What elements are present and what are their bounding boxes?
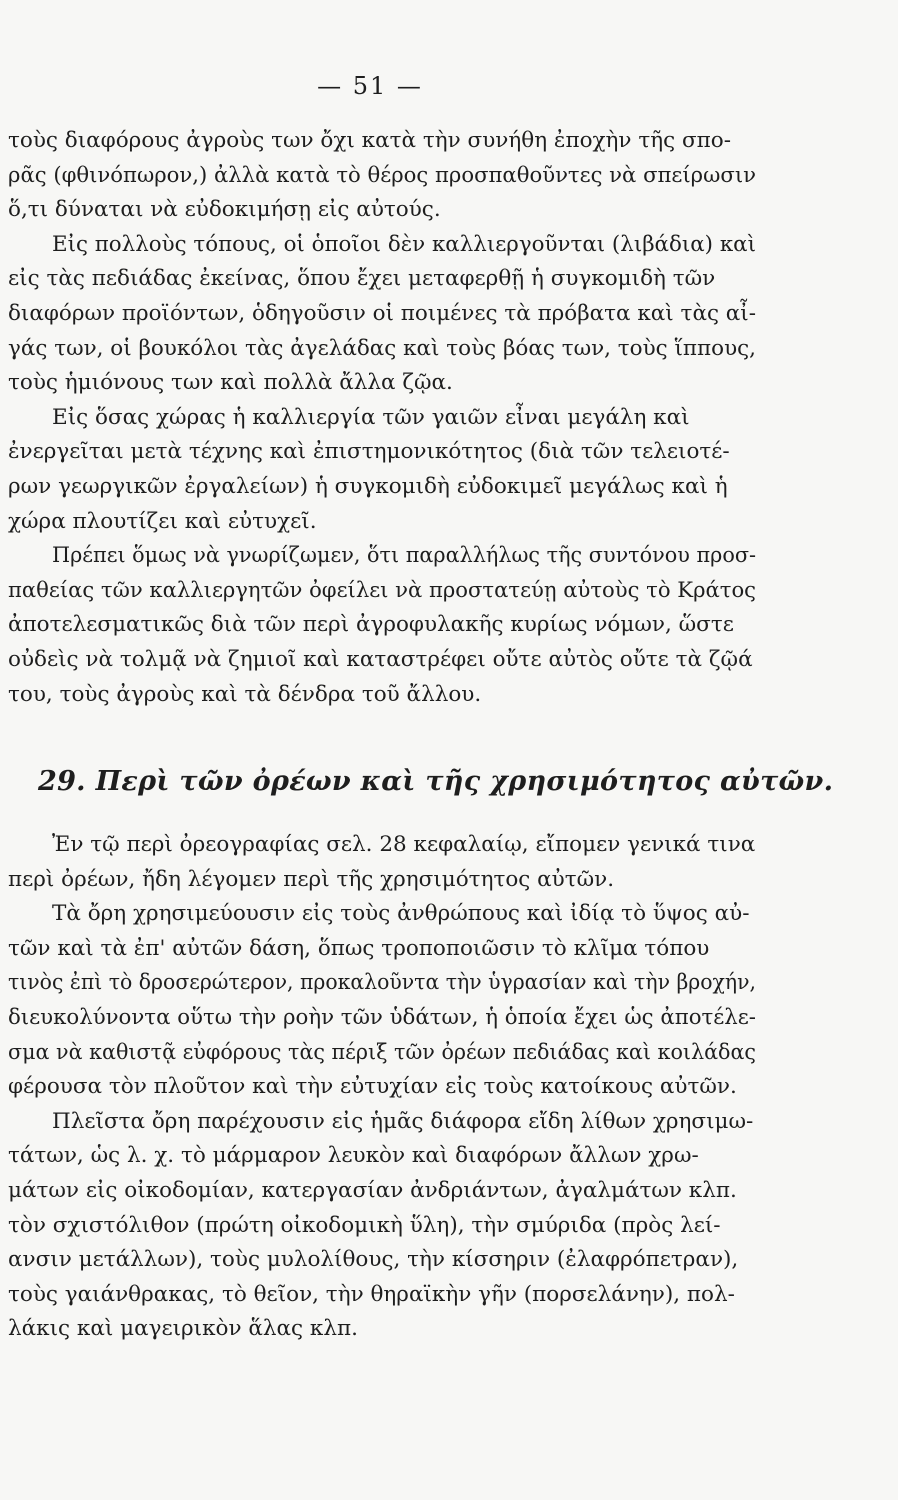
- text-line: τοὺς γαιάνθρακας, τὸ θεῖον, τὴν θηραϊκὴν γῆν (πορσελάνην), πολ-: [8, 1281, 735, 1307]
- text-line: τὸν σχιστόλιθον (πρώτη οἰκοδομικὴ ὕλη), τὴν σμύριδα (πρὸς λεί-: [8, 1212, 721, 1238]
- text-line: Πρέπει ὅμως νὰ γνωρίζωμεν, ὅτι παραλλήλως τῆς συντόνου προσ-: [52, 543, 756, 569]
- text-line: του, τοὺς ἀγροὺς καὶ τὰ δένδρα τοῦ ἄλλου.: [8, 681, 482, 707]
- text-line: τῶν καὶ τὰ ἐπ' αὐτῶν δάση, ὅπως τροποποιῶσιν τὸ κλῖμα τόπου: [8, 935, 710, 961]
- paragraph: [8, 539, 756, 712]
- text-line: περὶ ὀρέων, ἤδη λέγομεν περὶ τῆς χρησιμότητος αὐτῶν.: [8, 866, 615, 892]
- section-title: Περὶ τῶν ὀρέων καὶ τῆς χρησιμότητος αὐτῶν.: [95, 766, 834, 797]
- text-line: παθείας τῶν καλλιεργητῶν ὀφείλει νὰ προστατεύῃ αὐτοὺς τὸ Κράτος: [8, 577, 756, 603]
- text-line: εἰς τὰς πεδιάδας ἐκείνας, ὅπου ἔχει μεταφερθῇ ἡ συγκομιδὴ τῶν: [8, 266, 716, 292]
- page-number: — 51 —: [317, 72, 423, 100]
- paragraph: [8, 828, 756, 897]
- section-1-text: [8, 124, 756, 712]
- text-line: ἐνεργεῖται μετὰ τέχνης καὶ ἐπιστημονικότητος (διὰ τῶν τελειοτέ-: [8, 439, 730, 465]
- paragraph: [8, 124, 756, 228]
- text-line: Τὰ ὄρη χρησιμεύουσιν εἰς τοὺς ἀνθρώπους καὶ ἰδίᾳ τὸ ὕψος αὐ-: [52, 901, 750, 927]
- section-2-text: [8, 828, 756, 1347]
- text-line: χώρα πλουτίζει καὶ εὐτυχεῖ.: [8, 508, 317, 534]
- section-number: 29.: [38, 766, 86, 797]
- text-line: Εἰς ὅσας χώρας ἡ καλλιεργία τῶν γαιῶν εἶναι μεγάλη καὶ: [52, 404, 690, 430]
- paragraph: [8, 228, 756, 401]
- text-line: γάς των, οἱ βουκόλοι τὰς ἀγελάδας καὶ τοὺς βόας των, τοὺς ἵππους,: [8, 335, 756, 361]
- text-line: διαφόρων προϊόντων, ὁδηγοῦσιν οἱ ποιμένες τὰ πρόβατα καὶ τὰς αἶ-: [8, 300, 756, 326]
- text-line: φέρουσα τὸν πλοῦτον καὶ τὴν εὐτυχίαν εἰς τοὺς κατοίκους αὐτῶν.: [8, 1074, 737, 1100]
- text-line: οὐδεὶς νὰ τολμᾷ νὰ ζημιοῖ καὶ καταστρέφει οὔτε αὐτὸς οὔτε τὰ ζῷά: [8, 646, 753, 672]
- text-line: Πλεῖστα ὄρη παρέχουσιν εἰς ἡμᾶς διάφορα εἴδη λίθων χρησιμω-: [52, 1108, 754, 1134]
- text-line: διευκολύνοντα οὕτω τὴν ροὴν τῶν ὑδάτων, ἡ ὁποία ἔχει ὡς ἀποτέλε-: [8, 1004, 756, 1030]
- text-line: ρων γεωργικῶν ἐργαλείων) ἡ συγκομιδὴ εὐδοκιμεῖ μεγάλως καὶ ἡ: [8, 473, 728, 499]
- text-line: ὅ,τι δύναται νὰ εὐδοκιμήσῃ εἰς αὐτούς.: [8, 197, 441, 223]
- text-line: Εἰς πολλοὺς τόπους, οἱ ὁποῖοι δὲν καλλιεργοῦνται (λιβάδια) καὶ: [52, 231, 756, 257]
- text-line: τοὺς διαφόρους ἀγροὺς των ὄχι κατὰ τὴν συνήθη ἐποχὴν τῆς σπο-: [8, 128, 732, 153]
- text-line: ἀποτελεσματικῶς διὰ τῶν περὶ ἀγροφυλακῆς κυρίως νόμων, ὥστε: [8, 612, 734, 638]
- text-line: μάτων εἰς οἰκοδομίαν, κατεργασίαν ἀνδριάντων, ἀγαλμάτων κλπ.: [8, 1177, 737, 1203]
- text-line: λάκις καὶ μαγειρικὸν ἅλας κλπ.: [8, 1316, 358, 1342]
- text-line: ανσιν μετάλλων), τοὺς μυλολίθους, τὴν κίσσηριν (ἐλαφρόπετραν),: [8, 1247, 739, 1273]
- text-line: τοὺς ἡμιόνους των καὶ πολλὰ ἄλλα ζῷα.: [8, 370, 453, 396]
- paragraph: [8, 401, 756, 539]
- text-line: Ἐν τῷ περὶ ὀρεογραφίας σελ. 28 κεφαλαίῳ, εἴπομεν γενικά τινα: [52, 832, 756, 857]
- text-line: τινὸς ἐπὶ τὸ δροσερώτερον, προκαλοῦντα τὴν ὑγρασίαν καὶ τὴν βροχήν,: [8, 970, 756, 996]
- paragraph: [8, 1105, 756, 1347]
- section-heading: [38, 766, 834, 797]
- text-line: ρᾶς (φθινόπωρον,) ἀλλὰ κατὰ τὸ θέρος προσπαθοῦντες νὰ σπείρωσιν: [8, 162, 756, 188]
- text-line: σμα νὰ καθιστᾷ εὐφόρους τὰς πέριξ τῶν ὀρέων πεδιάδας καὶ κοιλάδας: [8, 1039, 756, 1065]
- paragraph: [8, 897, 756, 1105]
- text-line: τάτων, ὡς λ. χ. τὸ μάρμαρον λευκὸν καὶ διαφόρων ἄλλων χρω-: [8, 1143, 699, 1169]
